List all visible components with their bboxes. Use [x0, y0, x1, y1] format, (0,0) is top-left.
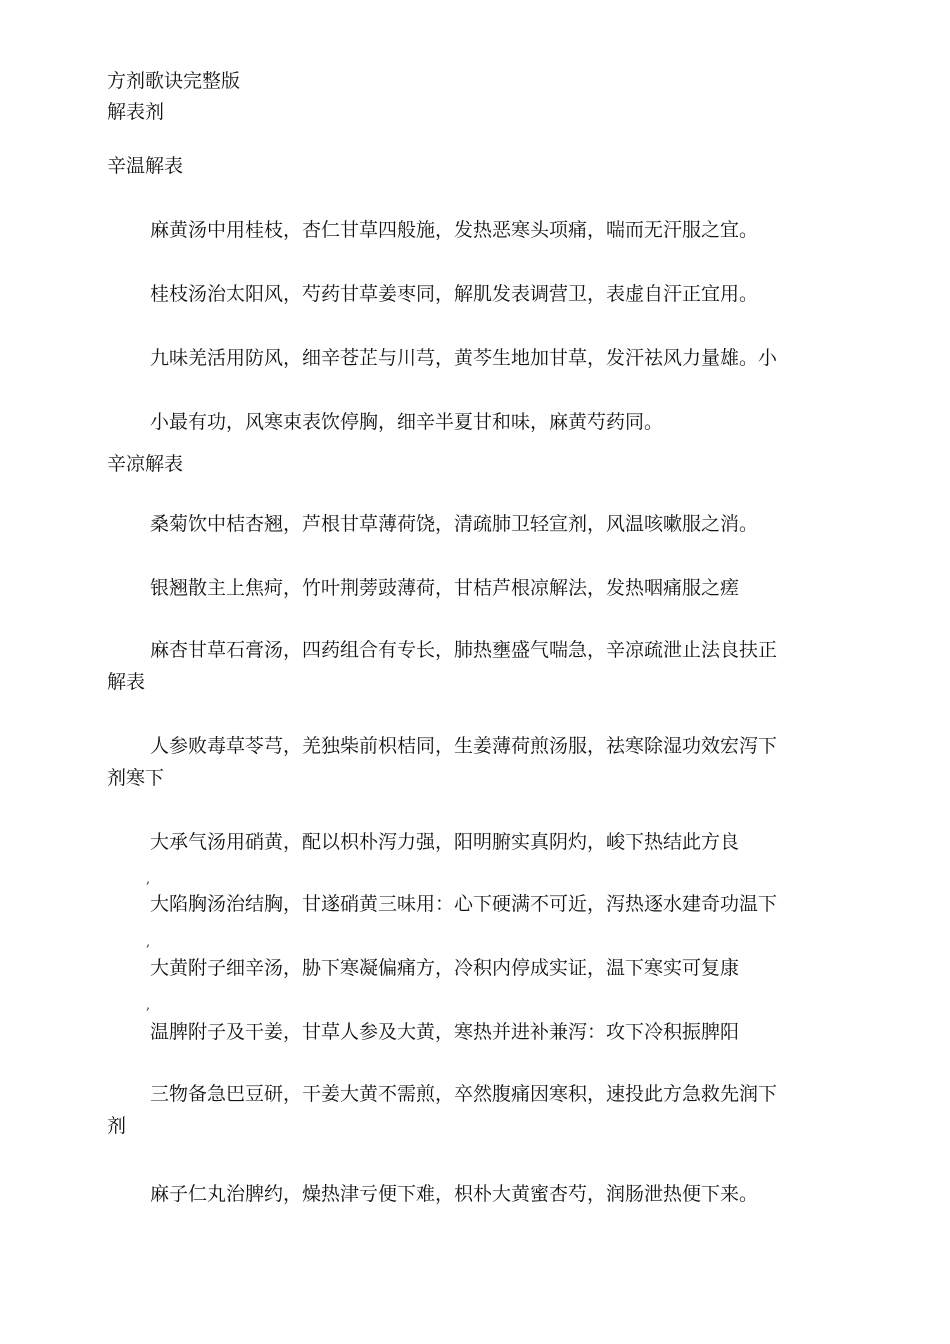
verse-line: 温脾附子及干姜，甘草人参及大黄，寒热并进补兼泻：攻下冷积振脾阳 — [150, 1021, 740, 1043]
verse-line: 人参败毒草苓芎，羌独柴前枳桔同，生姜薄荷煎汤服，祛寒除湿功效宏泻下 — [150, 735, 778, 757]
stray-mark: , — [146, 872, 151, 887]
section-heading: 解表剂 — [107, 101, 165, 123]
verse-line: 麻黄汤中用桂枝，杏仁甘草四般施，发热恶寒头项痛，喘而无汗服之宜。 — [150, 219, 759, 241]
verse-line: 麻子仁丸治脾约，燥热津亏便下难，枳朴大黄蜜杏芍，润肠泄热便下来。 — [150, 1183, 759, 1205]
verse-line: 大承气汤用硝黄，配以枳朴泻力强，阳明腑实真阴灼，峻下热结此方良 — [150, 831, 740, 853]
verse-line: 九味羌活用防风，细辛苍芷与川芎，黄芩生地加甘草，发汗祛风力量雄。小 — [150, 347, 778, 369]
subsection-heading-warm: 辛温解表 — [107, 155, 184, 177]
verse-line: 小最有功，风寒束表饮停胸，细辛半夏甘和味，麻黄芍药同。 — [150, 411, 664, 433]
verse-line: 大黄附子细辛汤，胁下寒凝偏痛方，冷积内停成实证，温下寒实可复康 — [150, 957, 740, 979]
verse-line: 桑菊饮中桔杏翘，芦根甘草薄荷饶，清疏肺卫轻宣剂，风温咳嗽服之消。 — [150, 513, 759, 535]
verse-line: 银翘散主上焦疴，竹叶荆蒡豉薄荷，甘桔芦根凉解法，发热咽痛服之瘥 — [150, 577, 740, 599]
verse-line: 桂枝汤治太阳风，芍药甘草姜枣同，解肌发表调营卫，表虚自汗正宜用。 — [150, 283, 759, 305]
verse-line: 麻杏甘草石膏汤，四药组合有专长，肺热壅盛气喘急，辛凉疏泄止法良扶正 — [150, 639, 778, 661]
subsection-heading-cool: 辛凉解表 — [107, 453, 184, 475]
verse-line-wrap: 解表 — [107, 671, 146, 693]
verse-line: 大陷胸汤治结胸，甘遂硝黄三味用：心下硬满不可近，泻热逐水建奇功温下 — [150, 893, 778, 915]
stray-mark: , — [146, 935, 151, 950]
verse-line-wrap: 剂寒下 — [107, 767, 165, 789]
stray-mark: , — [146, 998, 151, 1013]
document-title: 方剂歌诀完整版 — [107, 70, 241, 92]
verse-line-wrap: 剂 — [107, 1115, 127, 1137]
verse-line: 三物备急巴豆研，干姜大黄不需煎，卒然腹痛因寒积，速投此方急救先润下 — [150, 1083, 778, 1105]
